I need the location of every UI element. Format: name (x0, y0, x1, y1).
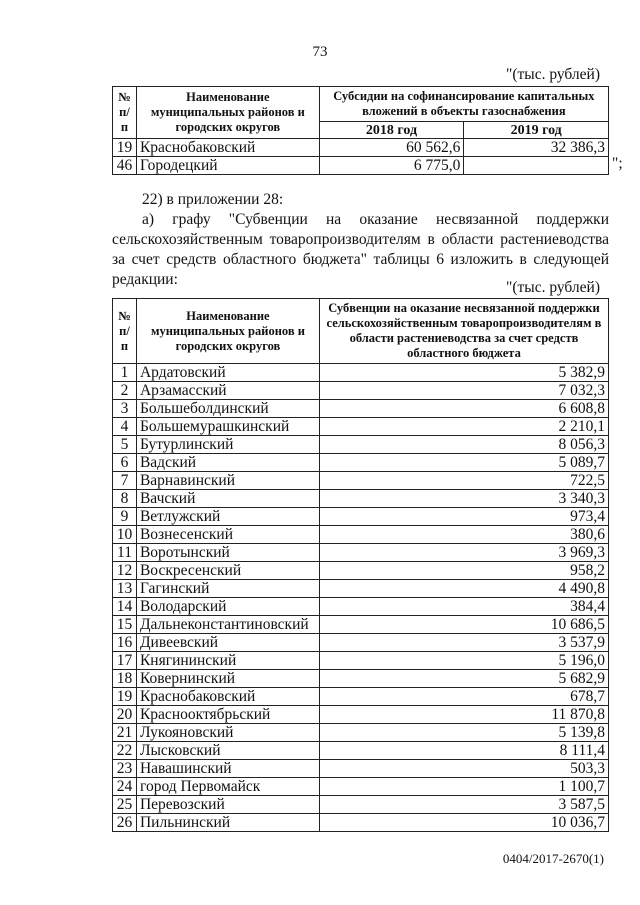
row-number: 15 (113, 616, 137, 634)
table-row (113, 652, 609, 670)
col-year-2019-header: 2019 год (464, 122, 609, 139)
row-district: Перевозский (136, 796, 319, 814)
units-label-2: "(тыс. рублей) (506, 279, 600, 296)
row-value: 1 100,7 (319, 778, 608, 796)
paragraph-item-a: а) графу "Субвенции на оказание несвязанной поддержки сельскохозяйственным товаропроизводителям в области растениеводства за счет средств областного бюджета" таблицы 6 изложить в следующей редакции: (112, 211, 609, 288)
table-row (113, 436, 609, 454)
row-district: Большемурашкинский (136, 418, 319, 436)
row-district: Ковернинский (136, 670, 319, 688)
gas-subsidy-table (112, 86, 609, 175)
row-number: 16 (113, 634, 137, 652)
table-row (113, 724, 609, 742)
row-district: Большеболдинский (136, 400, 319, 418)
table-row (113, 778, 609, 796)
table-row (113, 688, 609, 706)
crop-subvention-table (112, 298, 609, 832)
row-value: 503,3 (319, 760, 608, 778)
row-number: 5 (113, 436, 137, 454)
table-closing-quote: "; (612, 155, 623, 172)
table-row (113, 364, 609, 382)
row-district: город Первомайск (136, 778, 319, 796)
row-value: 2 210,1 (319, 418, 608, 436)
row-value: 958,2 (319, 562, 608, 580)
row-number: 19 (113, 688, 137, 706)
row-district: Княгининский (136, 652, 319, 670)
col-number-header: № п/п (113, 87, 137, 139)
table-row (113, 796, 609, 814)
row-value: 10 686,5 (319, 616, 608, 634)
row-number: 4 (113, 418, 137, 436)
row-value: 8 056,3 (319, 436, 608, 454)
row-number: 3 (113, 400, 137, 418)
row-district: Арзамасский (136, 382, 319, 400)
row-district: Лукояновский (136, 724, 319, 742)
row-number: 6 (113, 454, 137, 472)
row-value-2018: 6 775,0 (319, 157, 464, 175)
row-number: 17 (113, 652, 137, 670)
col-name-header: Наименование муниципальных районов и городских округов (136, 87, 319, 139)
row-district: Бутурлинский (136, 436, 319, 454)
table-row (113, 454, 609, 472)
table-row (113, 760, 609, 778)
row-district: Воскресенский (136, 562, 319, 580)
row-district: Дальнеконстантиновский (136, 616, 319, 634)
row-value: 722,5 (319, 472, 608, 490)
row-number: 9 (113, 508, 137, 526)
row-district: Воротынский (136, 544, 319, 562)
row-value: 6 608,8 (319, 400, 608, 418)
row-district: Краснооктябрьский (136, 706, 319, 724)
row-district: Краснобаковский (136, 139, 319, 157)
row-value: 5 139,8 (319, 724, 608, 742)
row-value: 5 089,7 (319, 454, 608, 472)
table-row (113, 382, 609, 400)
row-number: 8 (113, 490, 137, 508)
row-value: 973,4 (319, 508, 608, 526)
row-number: 2 (113, 382, 137, 400)
row-district: Вадский (136, 454, 319, 472)
table-row (113, 157, 609, 175)
table-row (113, 580, 609, 598)
units-label-1: "(тыс. рублей) (506, 66, 600, 83)
row-value: 7 032,3 (319, 382, 608, 400)
row-value: 8 111,4 (319, 742, 608, 760)
row-number: 23 (113, 760, 137, 778)
row-district: Лысковский (136, 742, 319, 760)
table-row (113, 418, 609, 436)
table-row (113, 634, 609, 652)
row-number: 12 (113, 562, 137, 580)
table-row (113, 508, 609, 526)
row-number: 21 (113, 724, 137, 742)
row-district: Ветлужский (136, 508, 319, 526)
table-row (113, 742, 609, 760)
row-value: 3 587,5 (319, 796, 608, 814)
row-district: Володарский (136, 598, 319, 616)
row-value: 3 537,9 (319, 634, 608, 652)
row-number: 22 (113, 742, 137, 760)
row-value: 678,7 (319, 688, 608, 706)
row-number: 24 (113, 778, 137, 796)
row-number: 18 (113, 670, 137, 688)
col-name-header: Наименование муниципальных районов и городских округов (136, 299, 319, 364)
table-row (113, 490, 609, 508)
row-value: 3 969,3 (319, 544, 608, 562)
paragraph-item-22: 22) в приложении 28: (142, 191, 284, 208)
table-row (113, 139, 609, 157)
row-value: 5 382,9 (319, 364, 608, 382)
row-number: 11 (113, 544, 137, 562)
document-code: 0404/2017-2670(1) (502, 851, 604, 866)
col-number-header: № п/п (113, 299, 137, 364)
row-district: Ардатовский (136, 364, 319, 382)
row-number: 25 (113, 796, 137, 814)
row-district: Пильнинский (136, 814, 319, 832)
row-value: 5 682,9 (319, 670, 608, 688)
col-subsidy-header: Субсидии на софинансирование капитальных вложений в объекты газоснабжения (319, 87, 608, 122)
row-value-2018: 60 562,6 (319, 139, 464, 157)
table-row (113, 598, 609, 616)
col-subvention-header: Субвенции на оказание несвязанной поддержки сельскохозяйственным товаропроизводителям в области растениеводства за счет средств областного бюджета (319, 299, 608, 364)
row-number: 10 (113, 526, 137, 544)
table-row (113, 706, 609, 724)
table-row (113, 472, 609, 490)
row-district: Вознесенский (136, 526, 319, 544)
table-row (113, 526, 609, 544)
row-district: Дивеевский (136, 634, 319, 652)
row-district: Вачский (136, 490, 319, 508)
row-value: 5 196,0 (319, 652, 608, 670)
row-value: 3 340,3 (319, 490, 608, 508)
row-value-2019: 32 386,3 (464, 139, 609, 157)
row-district: Городецкий (136, 157, 319, 175)
row-value: 4 490,8 (319, 580, 608, 598)
row-number: 1 (113, 364, 137, 382)
col-year-2018-header: 2018 год (319, 122, 464, 139)
row-district: Гагинский (136, 580, 319, 598)
row-number: 13 (113, 580, 137, 598)
row-number: 14 (113, 598, 137, 616)
row-district: Навашинский (136, 760, 319, 778)
row-value: 380,6 (319, 526, 608, 544)
row-value: 11 870,8 (319, 706, 608, 724)
table-row (113, 814, 609, 832)
table-row (113, 616, 609, 634)
row-district: Варнавинский (136, 472, 319, 490)
table-row (113, 544, 609, 562)
row-number: 20 (113, 706, 137, 724)
row-district: Краснобаковский (136, 688, 319, 706)
row-number: 26 (113, 814, 137, 832)
row-number: 46 (113, 157, 137, 175)
table-row (113, 670, 609, 688)
table-row (113, 562, 609, 580)
row-value: 384,4 (319, 598, 608, 616)
row-number: 7 (113, 472, 137, 490)
row-value: 10 036,7 (319, 814, 608, 832)
row-number: 19 (113, 139, 137, 157)
page-number: 73 (312, 44, 328, 60)
row-value-2019 (464, 157, 609, 175)
table-row (113, 400, 609, 418)
